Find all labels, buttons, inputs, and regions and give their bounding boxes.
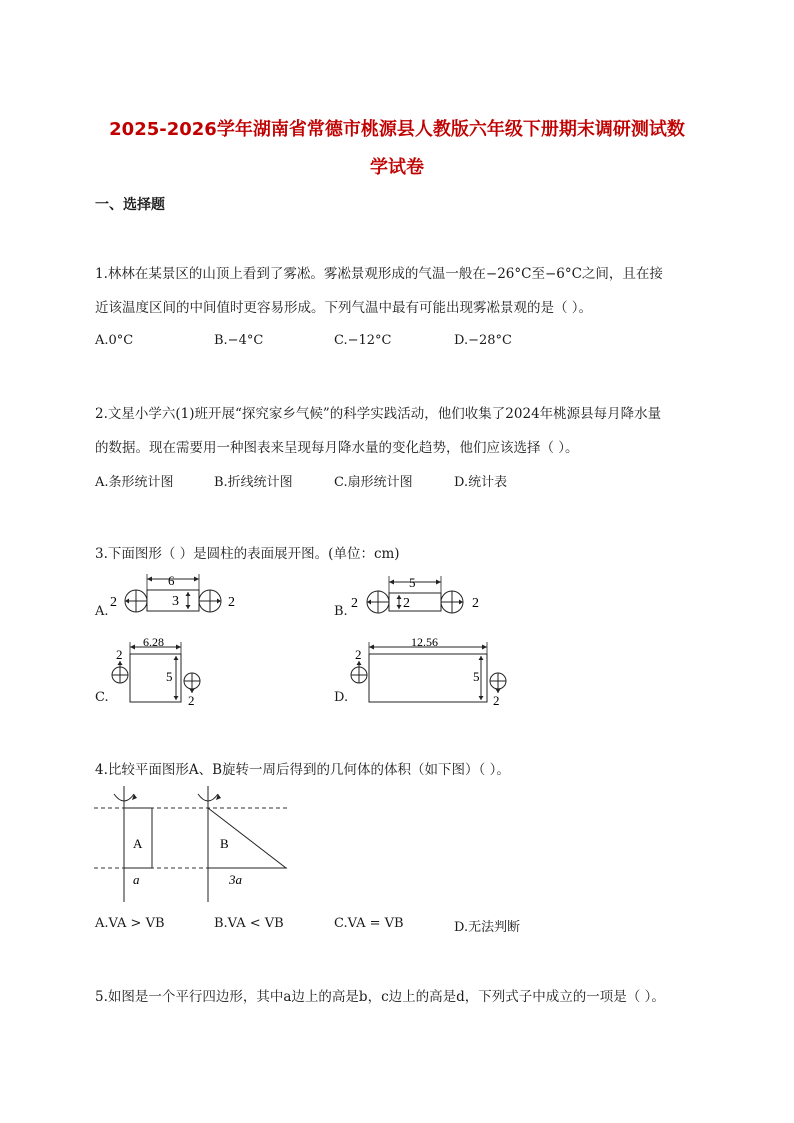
section-heading: 一、选择题 bbox=[95, 197, 165, 213]
q1-text-line2: 近该温度区间的中间值时更容易形成。下列气温中最有可能出现雾凇景观的是（ ）。 bbox=[95, 300, 593, 316]
q3-figure-a bbox=[108, 570, 248, 620]
q1-option-a[interactable]: A.0°C bbox=[95, 333, 134, 348]
q1-option-c[interactable]: C.−12°C bbox=[334, 333, 392, 348]
q2-text-line1: 2.文星小学六(1)班开展“探究家乡气候”的科学实践活动，他们收集了2024年桃源县每月降水量 bbox=[95, 406, 662, 422]
q3-option-c-label[interactable]: C. bbox=[95, 690, 109, 705]
figc-bottom: 2 bbox=[188, 693, 195, 706]
q3-option-d-label[interactable]: D. bbox=[334, 690, 349, 705]
figa-width: 6 bbox=[168, 573, 175, 588]
shape-b-label: B bbox=[220, 836, 229, 851]
figb-right: 2 bbox=[472, 596, 479, 611]
page-title-continued: 学试卷 bbox=[370, 157, 424, 178]
figd-height: 5 bbox=[473, 669, 480, 684]
q3-option-b-label[interactable]: B. bbox=[334, 604, 348, 619]
q4-option-a[interactable]: A.VA > VB bbox=[95, 916, 165, 931]
q4-option-b[interactable]: B.VA < VB bbox=[214, 916, 284, 931]
q3-text: 3.下面图形（ ）是圆柱的表面展开图。(单位：cm) bbox=[95, 546, 400, 562]
q4-option-d[interactable]: D.无法判断 bbox=[454, 920, 521, 935]
q4-option-c[interactable]: C.VA = VB bbox=[334, 916, 404, 931]
page-title: 2025-2026学年湖南省常德市桃源县人教版六年级下册期末调研测试数 bbox=[109, 119, 685, 140]
q4-figure bbox=[90, 778, 290, 906]
q1-option-b[interactable]: B.−4°C bbox=[214, 333, 264, 348]
shape-a-label: A bbox=[133, 836, 143, 851]
figb-height: 2 bbox=[403, 596, 410, 611]
q2-option-d[interactable]: D.统计表 bbox=[454, 475, 508, 490]
shape-b-dim: 3a bbox=[229, 872, 242, 887]
figc-width: 6.28 bbox=[143, 635, 164, 649]
q1-option-d[interactable]: D.−28°C bbox=[454, 333, 512, 348]
figd-top: 2 bbox=[355, 647, 362, 662]
figb-width: 5 bbox=[409, 575, 416, 590]
figd-width: 12.56 bbox=[411, 635, 438, 649]
figa-left: 2 bbox=[110, 595, 117, 610]
figb-left: 2 bbox=[351, 596, 358, 611]
figa-right: 2 bbox=[228, 595, 235, 610]
q3-option-a-label[interactable]: A. bbox=[95, 604, 109, 619]
q2-text-line2: 的数据。现在需要用一种图表来呈现每月降水量的变化趋势，他们应该选择（ ）。 bbox=[95, 440, 579, 456]
q2-option-c[interactable]: C.扇形统计图 bbox=[334, 475, 413, 490]
figd-bottom: 2 bbox=[493, 693, 500, 706]
figc-height: 5 bbox=[166, 669, 173, 684]
q3-figure-c bbox=[108, 634, 208, 706]
q4-text: 4.比较平面图形A、B旋转一周后得到的几何体的体积（如下图）（ ）。 bbox=[95, 762, 510, 778]
shape-a-dim: a bbox=[133, 872, 140, 887]
q3-figure-d bbox=[347, 634, 517, 706]
q3-figure-b bbox=[345, 570, 495, 620]
q2-option-a[interactable]: A.条形统计图 bbox=[95, 475, 174, 490]
figc-top: 2 bbox=[116, 647, 123, 662]
q5-text: 5.如图是一个平行四边形，其中a边上的高是b，c边上的高是d，下列式子中成立的一项是（ ）。 bbox=[95, 989, 665, 1005]
figa-height: 3 bbox=[172, 594, 179, 609]
q1-text-line1: 1.林林在某景区的山顶上看到了雾凇。雾凇景观形成的气温一般在−26°C至−6°C之间，且在接 bbox=[95, 266, 663, 282]
q2-option-b[interactable]: B.折线统计图 bbox=[214, 475, 293, 490]
